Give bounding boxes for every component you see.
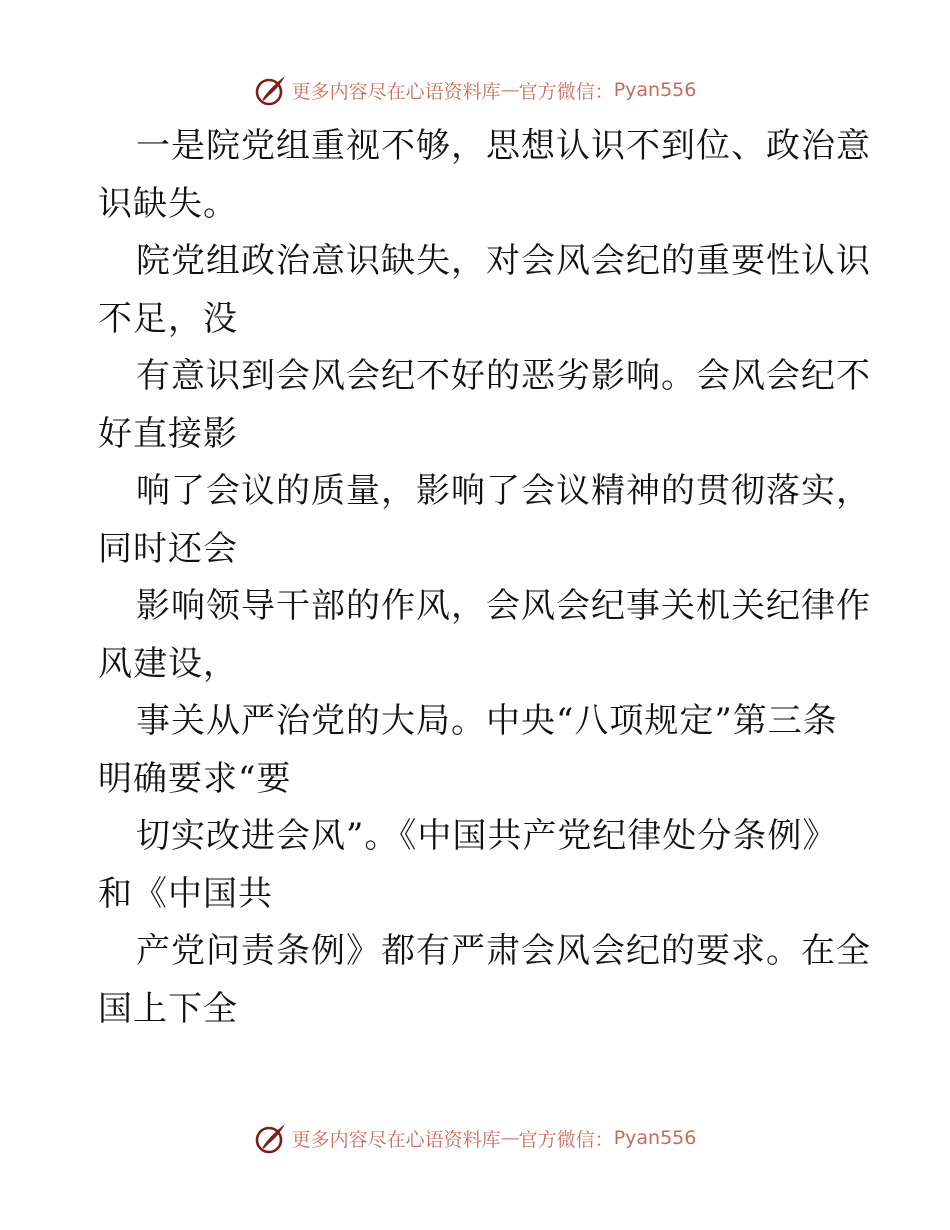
- text-line: 和《中国共: [98, 873, 273, 914]
- text-line: 响了会议的质量，影响了会议精神的贯彻落实，: [136, 471, 871, 511]
- text-line: 有意识到会风会纪不好的恶劣影响。会风会纪不: [136, 356, 871, 396]
- text-line: 识缺失。: [98, 183, 238, 224]
- text-line: 不足，没: [98, 298, 238, 339]
- banner-wechat-id: Pyan556: [613, 1127, 697, 1149]
- banner-wechat-id: Pyan556: [613, 79, 697, 101]
- text-line: 好直接影: [98, 413, 238, 454]
- feather-quill-circle-icon: [254, 73, 288, 107]
- banner-site-text: 更多内容尽在心语资料库: [291, 80, 501, 103]
- header-banner: [0, 70, 950, 110]
- text-line: 同时还会: [98, 528, 238, 569]
- text-line: 风建设，: [98, 643, 238, 684]
- document-body: [98, 118, 871, 1038]
- text-line: 国上下全: [98, 988, 238, 1029]
- text-line: 切实改进会风”。《中国共产党纪律处分条例》: [136, 816, 838, 856]
- text-line: 院党组政治意识缺失，对会风会纪的重要性认识: [136, 241, 871, 281]
- banner-wechat-label: 官方微信：: [518, 80, 614, 103]
- feather-quill-circle-icon: [254, 1121, 288, 1155]
- text-line: 事关从严治党的大局。中央“八项规定”第三条: [136, 701, 838, 741]
- text-line: 产党问责条例》都有严肃会风会纪的要求。在全: [136, 931, 871, 971]
- banner-wechat-label: 官方微信：: [518, 1128, 614, 1151]
- banner-separator: —: [500, 1127, 519, 1149]
- text-line: 一是院党组重视不够，思想认识不到位、政治意: [136, 126, 871, 166]
- banner-separator: —: [500, 79, 519, 101]
- text-line: 明确要求“要: [98, 758, 292, 799]
- footer-banner: [0, 1118, 950, 1158]
- banner-site-text: 更多内容尽在心语资料库: [291, 1128, 501, 1151]
- text-line: 影响领导干部的作风，会风会纪事关机关纪律作: [136, 586, 871, 626]
